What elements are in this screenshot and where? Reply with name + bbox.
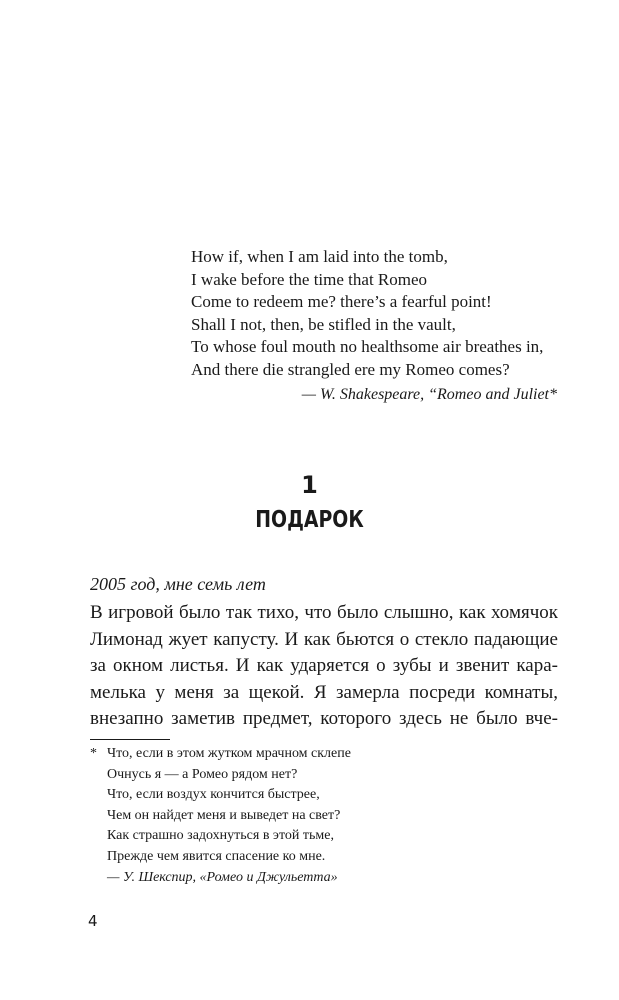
body-line: В игровой было так тихо, что было слышно, как хомячок xyxy=(90,602,558,623)
epigraph-line: Come to redeem me? there’s a fearful point! xyxy=(191,292,492,312)
footnote-line: Очнусь я — а Ромео рядом нет? xyxy=(107,766,298,782)
footnote-divider xyxy=(90,739,170,740)
chapter-number: 1 xyxy=(301,471,318,499)
footnote xyxy=(90,744,550,888)
footnote-line: Как страшно задохнуться в этой тьме, xyxy=(107,828,334,844)
body-line: внезапно заметив предмет, которого здесь не было вче- xyxy=(90,708,558,730)
footnote-line xyxy=(90,744,550,765)
epigraph xyxy=(191,246,571,406)
body-line: Лимонад жует капусту. И как бьются о стекло падающие xyxy=(90,628,558,650)
epigraph-line: To whose foul mouth no healthsome air breathes in, xyxy=(191,337,544,357)
epigraph-line: How if, when I am laid into the tomb, xyxy=(191,247,448,266)
body-line: за окном листья. И как ударяется о зубы и звенит кара- xyxy=(90,655,558,677)
footnote-attribution: — У. Шекспир, «Ромео и Джульетта» xyxy=(107,869,338,885)
epigraph-line: I wake before the time that Romeo xyxy=(191,269,428,289)
footnote-marker: * xyxy=(90,746,97,761)
body-line: мелька у меня за щекой. Я замерла посреди комнаты, xyxy=(90,681,558,703)
dateline: 2005 год, мне семь лет xyxy=(90,574,266,594)
body-text xyxy=(90,600,558,733)
epigraph-line: And there die strangled ere my Romeo comes? xyxy=(191,359,510,379)
footnote-line-text: Что, если в этом жутком мрачном склепе xyxy=(107,746,351,761)
page-number: 4 xyxy=(88,912,98,930)
footnote-line: Чем он найдет меня и выведет на свет? xyxy=(107,807,341,823)
epigraph-attribution: — W. Shakespeare, “Romeo and Juliet* xyxy=(301,385,557,403)
epigraph-line: Shall I not, then, be stifled in the vault, xyxy=(191,314,456,334)
chapter-title: ПОДАРОК xyxy=(255,507,364,533)
footnote-line: Прежде чем явится спасение ко мне. xyxy=(107,848,326,864)
footnote-line: Что, если воздух кончится быстрее, xyxy=(107,787,320,803)
